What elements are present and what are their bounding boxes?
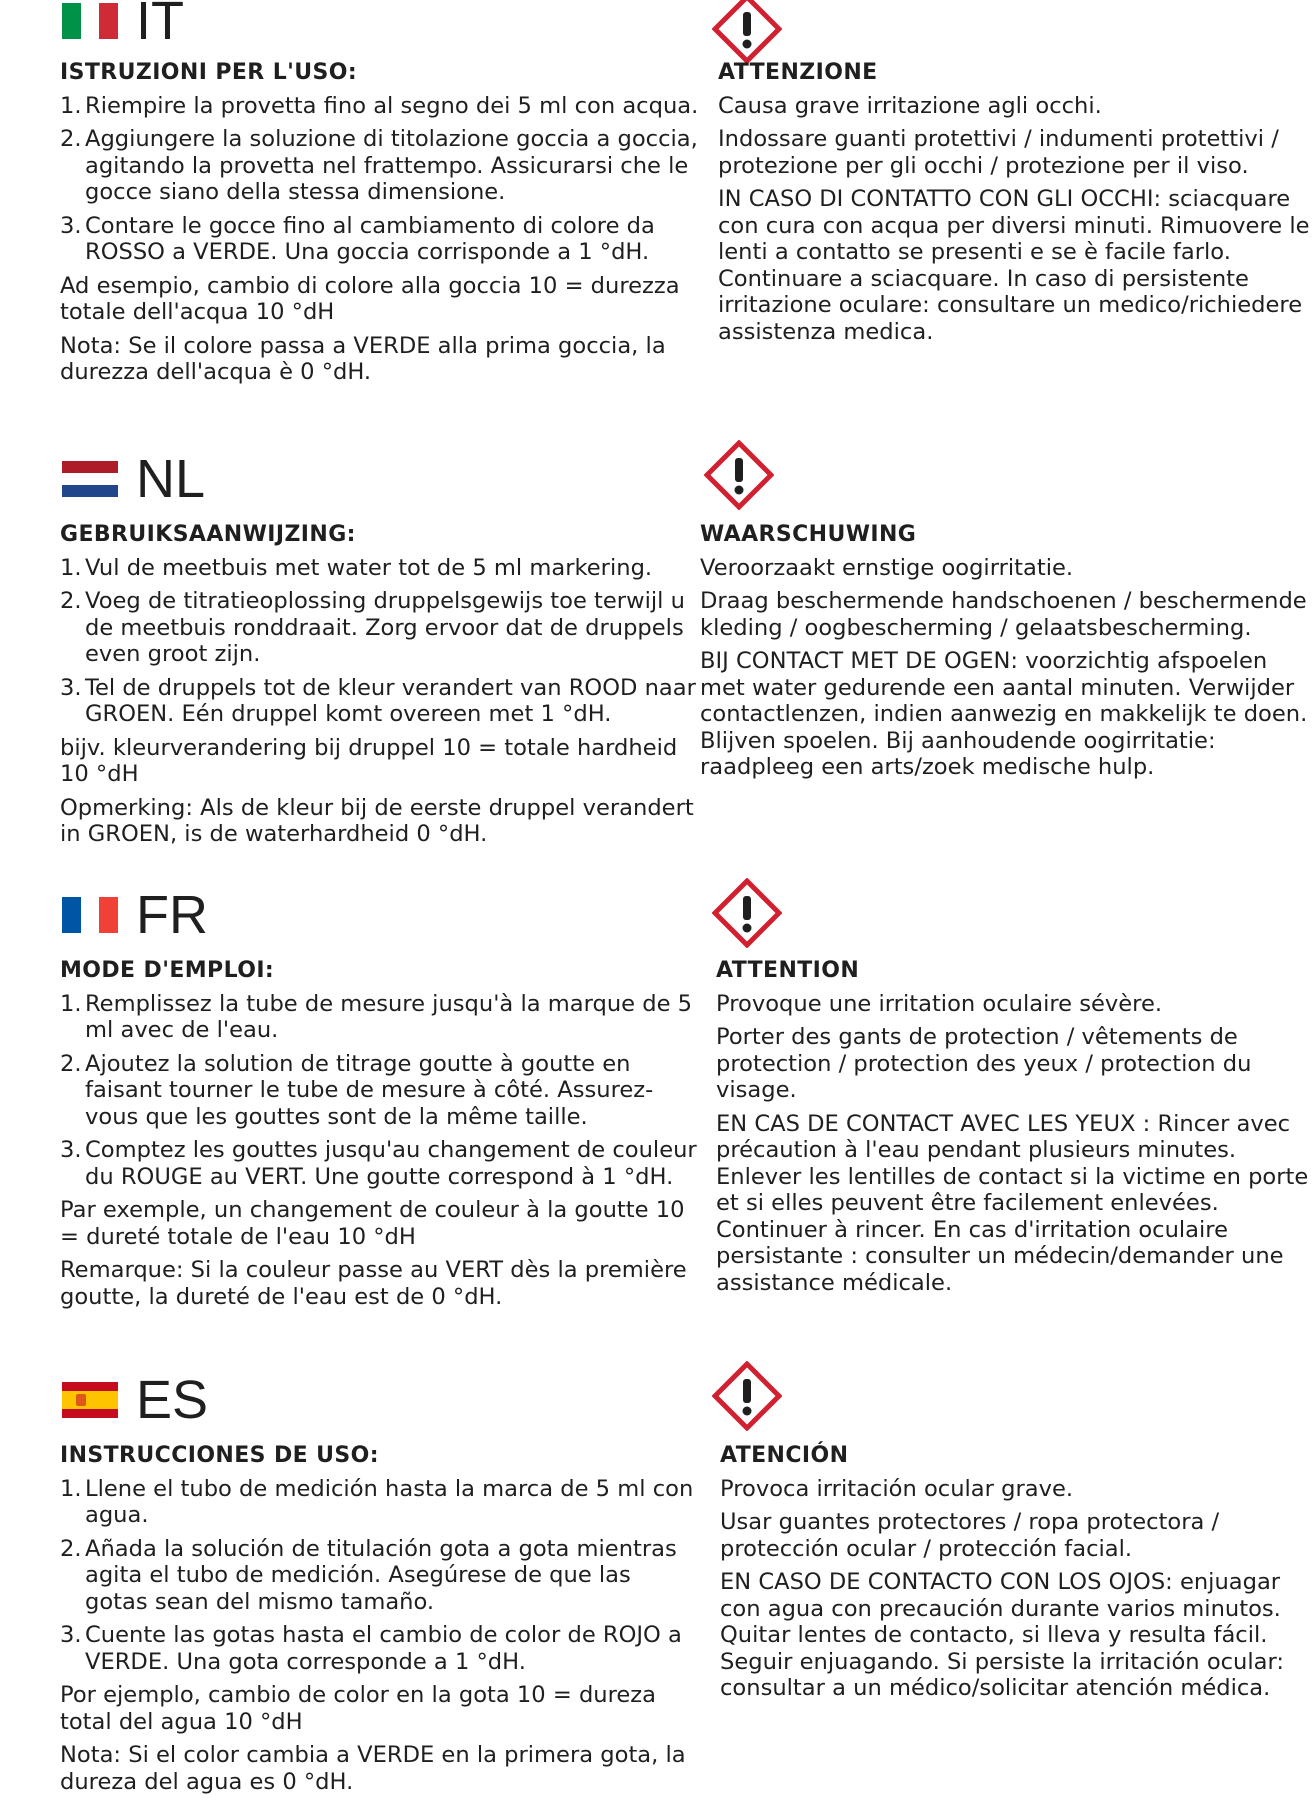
example-text: Ad esempio, cambio di colore alla goccia 10 = durezza totale dell'acqua 10 °dH: [60, 272, 680, 325]
language-code: IT: [136, 0, 184, 51]
exclamation-hazard-icon: [704, 440, 774, 510]
warning-heading: ATENCIÓN: [720, 1443, 849, 1468]
language-header-nl: [62, 449, 206, 509]
note-text: Nota: Se il colore passa a VERDE alla prima goccia, la durezza dell'acqua è 0 °dH.: [60, 332, 666, 385]
first-aid-statement: EN CAS DE CONTACT AVEC LES YEUX : Rincer avec précaution à l'eau pendant plusieurs minutes. Enlever les lentilles de contact si la victime en porte et si elles peuvent être facilement enlevées. Continuer à rincer. En cas d'irritation oculaire persistante : consulter un médecin/demander une assistance médicale.: [716, 1110, 1309, 1296]
usage-instructions: [60, 522, 700, 855]
example-text: Por ejemplo, cambio de color en la gota 10 = dureza total del agua 10 °dH: [60, 1682, 657, 1735]
list-item: 2. Aggiungere la soluzione di titolazione goccia a goccia, agitando la provetta nel frattempo. Assicurarsi che le gocce siano della stessa dimensione.: [60, 126, 698, 205]
warning-block: [720, 1443, 1316, 1709]
warning-heading: ATTENZIONE: [718, 60, 878, 85]
precaution-statement: Indossare guanti protettivi / indumenti protettivi / protezione per gli occhi / protezione per il viso.: [718, 126, 1279, 179]
section-it: [0, 0, 1316, 424]
exclamation-hazard-icon: [712, 0, 782, 64]
hazard-statement: Causa grave irritazione agli occhi.: [718, 92, 1102, 119]
first-aid-statement: BIJ CONTACT MET DE OGEN: voorzichtig afspoelen met water gedurende een aantal minuten. Verwijder contactlenzen, indien aanwezig en makkelijk te doen. Blijven spoelen. Bij aanhoudende oogirritatie: raadpleeg een arts/zoek medische hulp.: [700, 648, 1308, 780]
list-item: 3. Cuente las gotas hasta el cambio de color de ROJO a VERDE. Una gota corresponde a 1 °dH.: [60, 1622, 682, 1675]
list-item: 2. Ajoutez la solution de titrage goutte à goutte en faisant tourner le tube de mesure à côté. Assurez-vous que les gouttes sont de la même taille.: [60, 1050, 654, 1130]
usage-instructions: [60, 1443, 700, 1802]
usage-heading: ISTRUZIONI PER L'USO:: [60, 60, 358, 85]
precaution-statement: Porter des gants de protection / vêtements de protection / protection des yeux / protection du visage.: [716, 1024, 1252, 1103]
list-item: 3. Contare le gocce fino al cambiamento di colore da ROSSO a VERDE. Una goccia corrisponde a 1 °dH.: [60, 212, 655, 265]
section-es: [0, 1370, 1316, 1795]
note-text: Opmerking: Als de kleur bij de eerste druppel verandert in GROEN, is de waterhardheid 0 °dH.: [60, 794, 694, 847]
usage-heading: GEBRUIKSAANWIJZING:: [60, 522, 356, 547]
netherlands-flag-icon: [62, 461, 118, 497]
list-item: 3. Tel de druppels tot de kleur verandert van ROOD naar GROEN. Eén druppel komt overeen met 1 °dH.: [60, 674, 696, 727]
language-header-es: [62, 1370, 209, 1430]
note-text: Nota: Si el color cambia a VERDE en la primera gota, la dureza del agua es 0 °dH.: [60, 1742, 686, 1795]
precaution-statement: Usar guantes protectores / ropa protectora / protección ocular / protección facial.: [720, 1509, 1220, 1562]
warning-block: [718, 60, 1316, 352]
france-flag-icon: [62, 897, 118, 933]
language-code: ES: [136, 1370, 209, 1430]
usage-heading: MODE D'EMPLOI:: [60, 958, 275, 983]
first-aid-statement: IN CASO DI CONTATTO CON GLI OCCHI: sciacquare con cura con acqua per diversi minuti. Rimuovere le lenti a contatto se presenti e se è facile farlo. Continuare a sciacquare. In caso di persistente irritazione oculare: consultare un medico/richiedere assistenza medica.: [718, 186, 1310, 345]
warning-heading: WAARSCHUWING: [700, 522, 917, 547]
list-item: 1. Remplissez la tube de mesure jusqu'à la marque de 5 ml avec de l'eau.: [60, 990, 693, 1043]
exclamation-hazard-icon: [712, 878, 782, 948]
usage-instructions: [60, 60, 700, 393]
usage-instructions: [60, 958, 700, 1317]
list-item: 3. Comptez les gouttes jusqu'au changement de couleur du ROUGE au VERT. Une goutte correspond à 1 °dH.: [60, 1137, 697, 1190]
section-nl: [0, 449, 1316, 872]
first-aid-statement: EN CASO DE CONTACTO CON LOS OJOS: enjuagar con agua con precaución durante varios minutos. Quitar lentes de contacto, si lleva y resulta fácil. Seguir enjuagando. Si persiste la irritación ocular: consultar a un médico/solicitar atención médica.: [720, 1569, 1285, 1701]
language-code: FR: [136, 885, 208, 945]
warning-heading: ATTENTION: [716, 958, 860, 983]
precaution-statement: Draag beschermende handschoenen / beschermende kleding / oogbescherming / gelaatsbescherming.: [700, 588, 1307, 641]
warning-block: [700, 522, 1310, 788]
list-item: 1. Llene el tubo de medición hasta la marca de 5 ml con agua.: [60, 1475, 694, 1528]
hazard-statement: Provoca irritación ocular grave.: [720, 1475, 1074, 1502]
note-text: Remarque: Si la couleur passe au VERT dès la première goutte, la dureté de l'eau est de 0 °dH.: [60, 1257, 687, 1310]
example-text: bijv. kleurverandering bij druppel 10 = totale hardheid 10 °dH: [60, 734, 678, 787]
list-item: 2. Voeg de titratieoplossing druppelsgewijs toe terwijl u de meetbuis ronddraait. Zorg ervoor dat de druppels even groot zijn.: [60, 588, 685, 667]
italy-flag-icon: [62, 3, 118, 39]
example-text: Par exemple, un changement de couleur à la goutte 10 = dureté totale de l'eau 10 °dH: [60, 1197, 685, 1250]
spain-flag-icon: [62, 1382, 118, 1418]
language-header-fr: [62, 885, 208, 945]
list-item: 1. Riempire la provetta fino al segno dei 5 ml con acqua.: [60, 92, 699, 119]
hazard-statement: Veroorzaakt ernstige oogirritatie.: [700, 554, 1074, 581]
warning-block: [716, 958, 1316, 1303]
language-header-it: [62, 0, 184, 51]
list-item: 2. Añada la solución de titulación gota a gota mientras agita el tubo de medición. Asegúrese de que las gotas sean del mismo tamaño.: [60, 1535, 677, 1615]
list-item: 1. Vul de meetbuis met water tot de 5 ml markering.: [60, 554, 653, 581]
section-fr: [0, 885, 1316, 1348]
language-code: NL: [136, 449, 206, 509]
hazard-statement: Provoque une irritation oculaire sévère.: [716, 990, 1163, 1017]
usage-heading: INSTRUCCIONES DE USO:: [60, 1443, 379, 1468]
exclamation-hazard-icon: [712, 1361, 782, 1431]
